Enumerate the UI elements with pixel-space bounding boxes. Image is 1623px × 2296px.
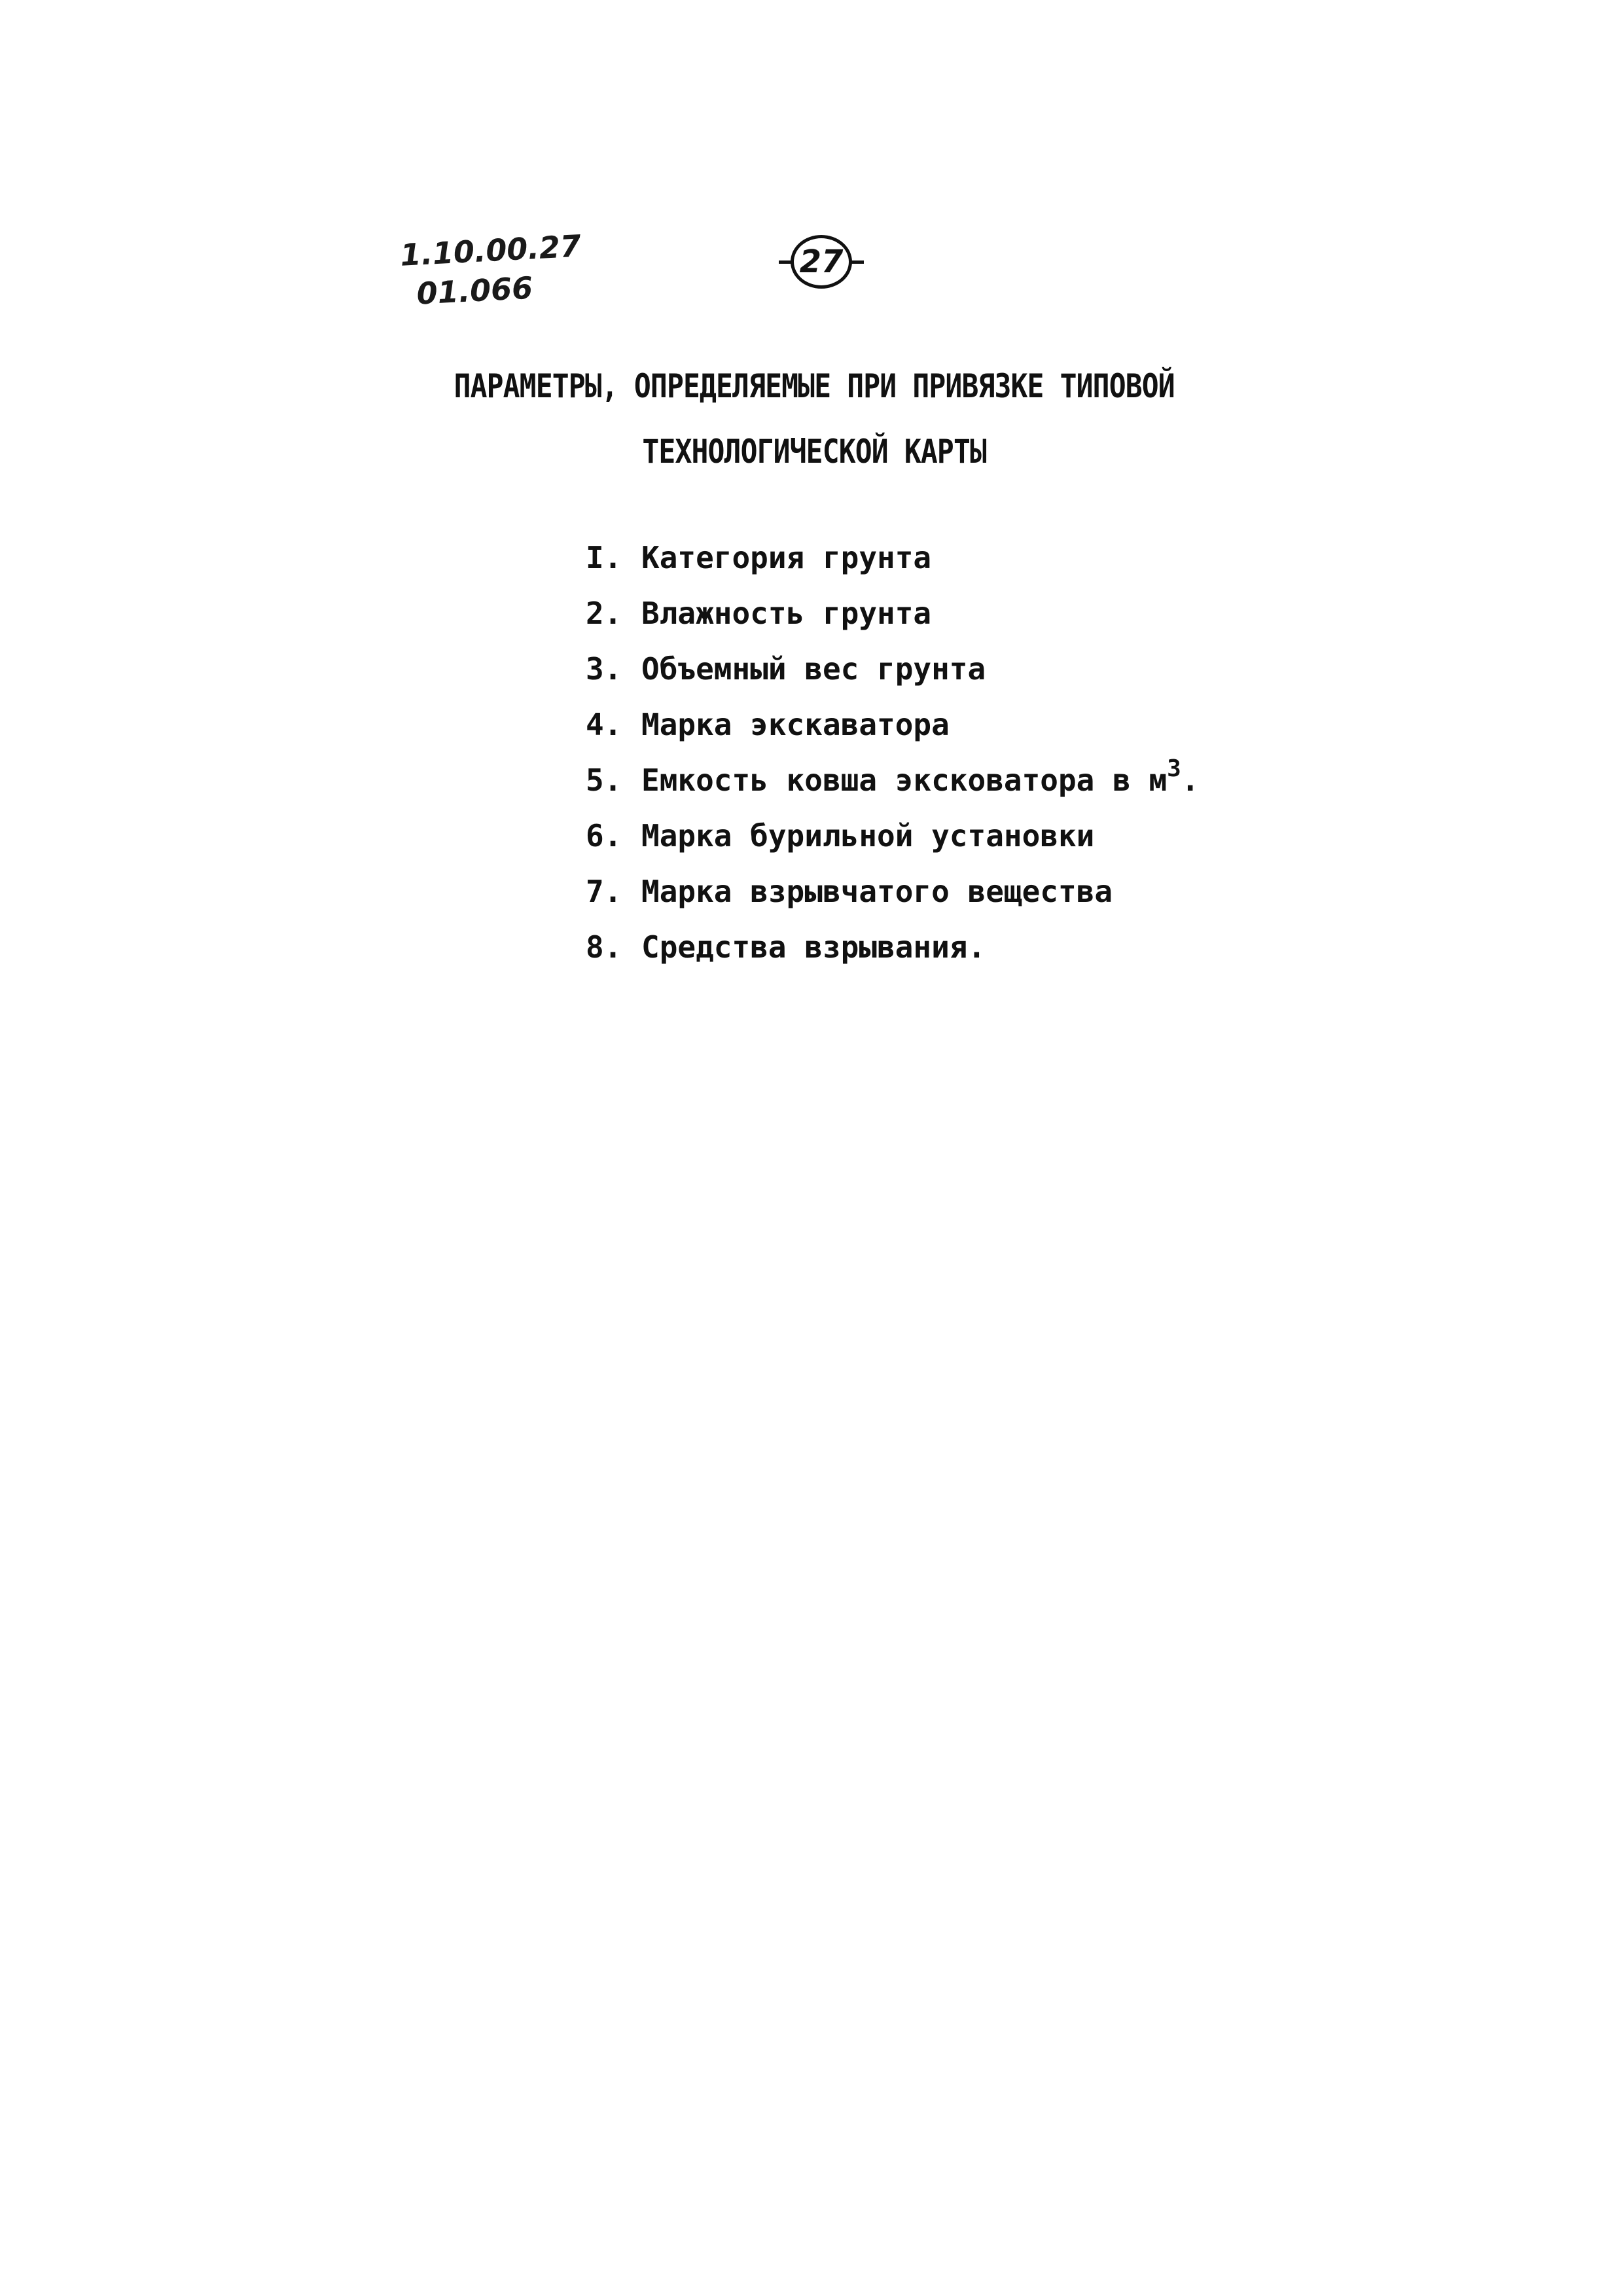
page-number: 27 [799, 243, 844, 280]
document-code-line-1: 1.10.00.27 [399, 228, 582, 273]
list-item-text: Объемный вес грунта [641, 651, 986, 687]
list-item [586, 641, 1200, 697]
list-item-text: Марка экскаватора [641, 707, 950, 742]
list-item-number: 5. [586, 762, 622, 798]
list-item-superscript: 3 [1167, 755, 1181, 782]
list-item [586, 864, 1200, 920]
page-title-line-2: ТЕХНОЛОГИЧЕСКОЙ КАРТЫ [642, 433, 986, 471]
list-item-text: Марка взрывчатого вещества [641, 874, 1113, 909]
document-code-line-2: 01.066 [416, 270, 534, 312]
list-item [586, 697, 1200, 753]
page-number-stamp [779, 236, 864, 288]
list-item-number: 8. [586, 929, 622, 965]
list-item-number: 2. [586, 596, 622, 631]
stamp-tick-right [849, 260, 864, 264]
parameters-list [586, 530, 1200, 975]
list-item-text: Средства взрывания. [641, 929, 986, 965]
list-item-number: I. [586, 540, 622, 575]
page-title-line-1: ПАРАМЕТРЫ, ОПРЕДЕЛЯЕМЫЕ ПРИ ПРИВЯЗКЕ ТИПОВОЙ [454, 367, 1175, 405]
page-title [116, 353, 1512, 484]
list-item-number: 4. [586, 707, 622, 742]
list-item-text: Влажность грунта [641, 596, 932, 631]
list-item-suffix: . [1181, 762, 1200, 798]
list-item [586, 808, 1200, 864]
list-item [586, 753, 1200, 808]
list-item [586, 530, 1200, 586]
list-item-text: Категория грунта [641, 540, 932, 575]
list-item-text: Емкость ковша эксковатора в м [641, 762, 1168, 798]
document-code [399, 226, 584, 314]
list-item [586, 586, 1200, 641]
list-item-text: Марка бурильной установки [641, 818, 1095, 853]
list-item-number: 7. [586, 874, 622, 909]
list-item-number: 3. [586, 651, 622, 687]
list-item-number: 6. [586, 818, 622, 853]
list-item [586, 920, 1200, 975]
page-number-circle [791, 235, 852, 289]
